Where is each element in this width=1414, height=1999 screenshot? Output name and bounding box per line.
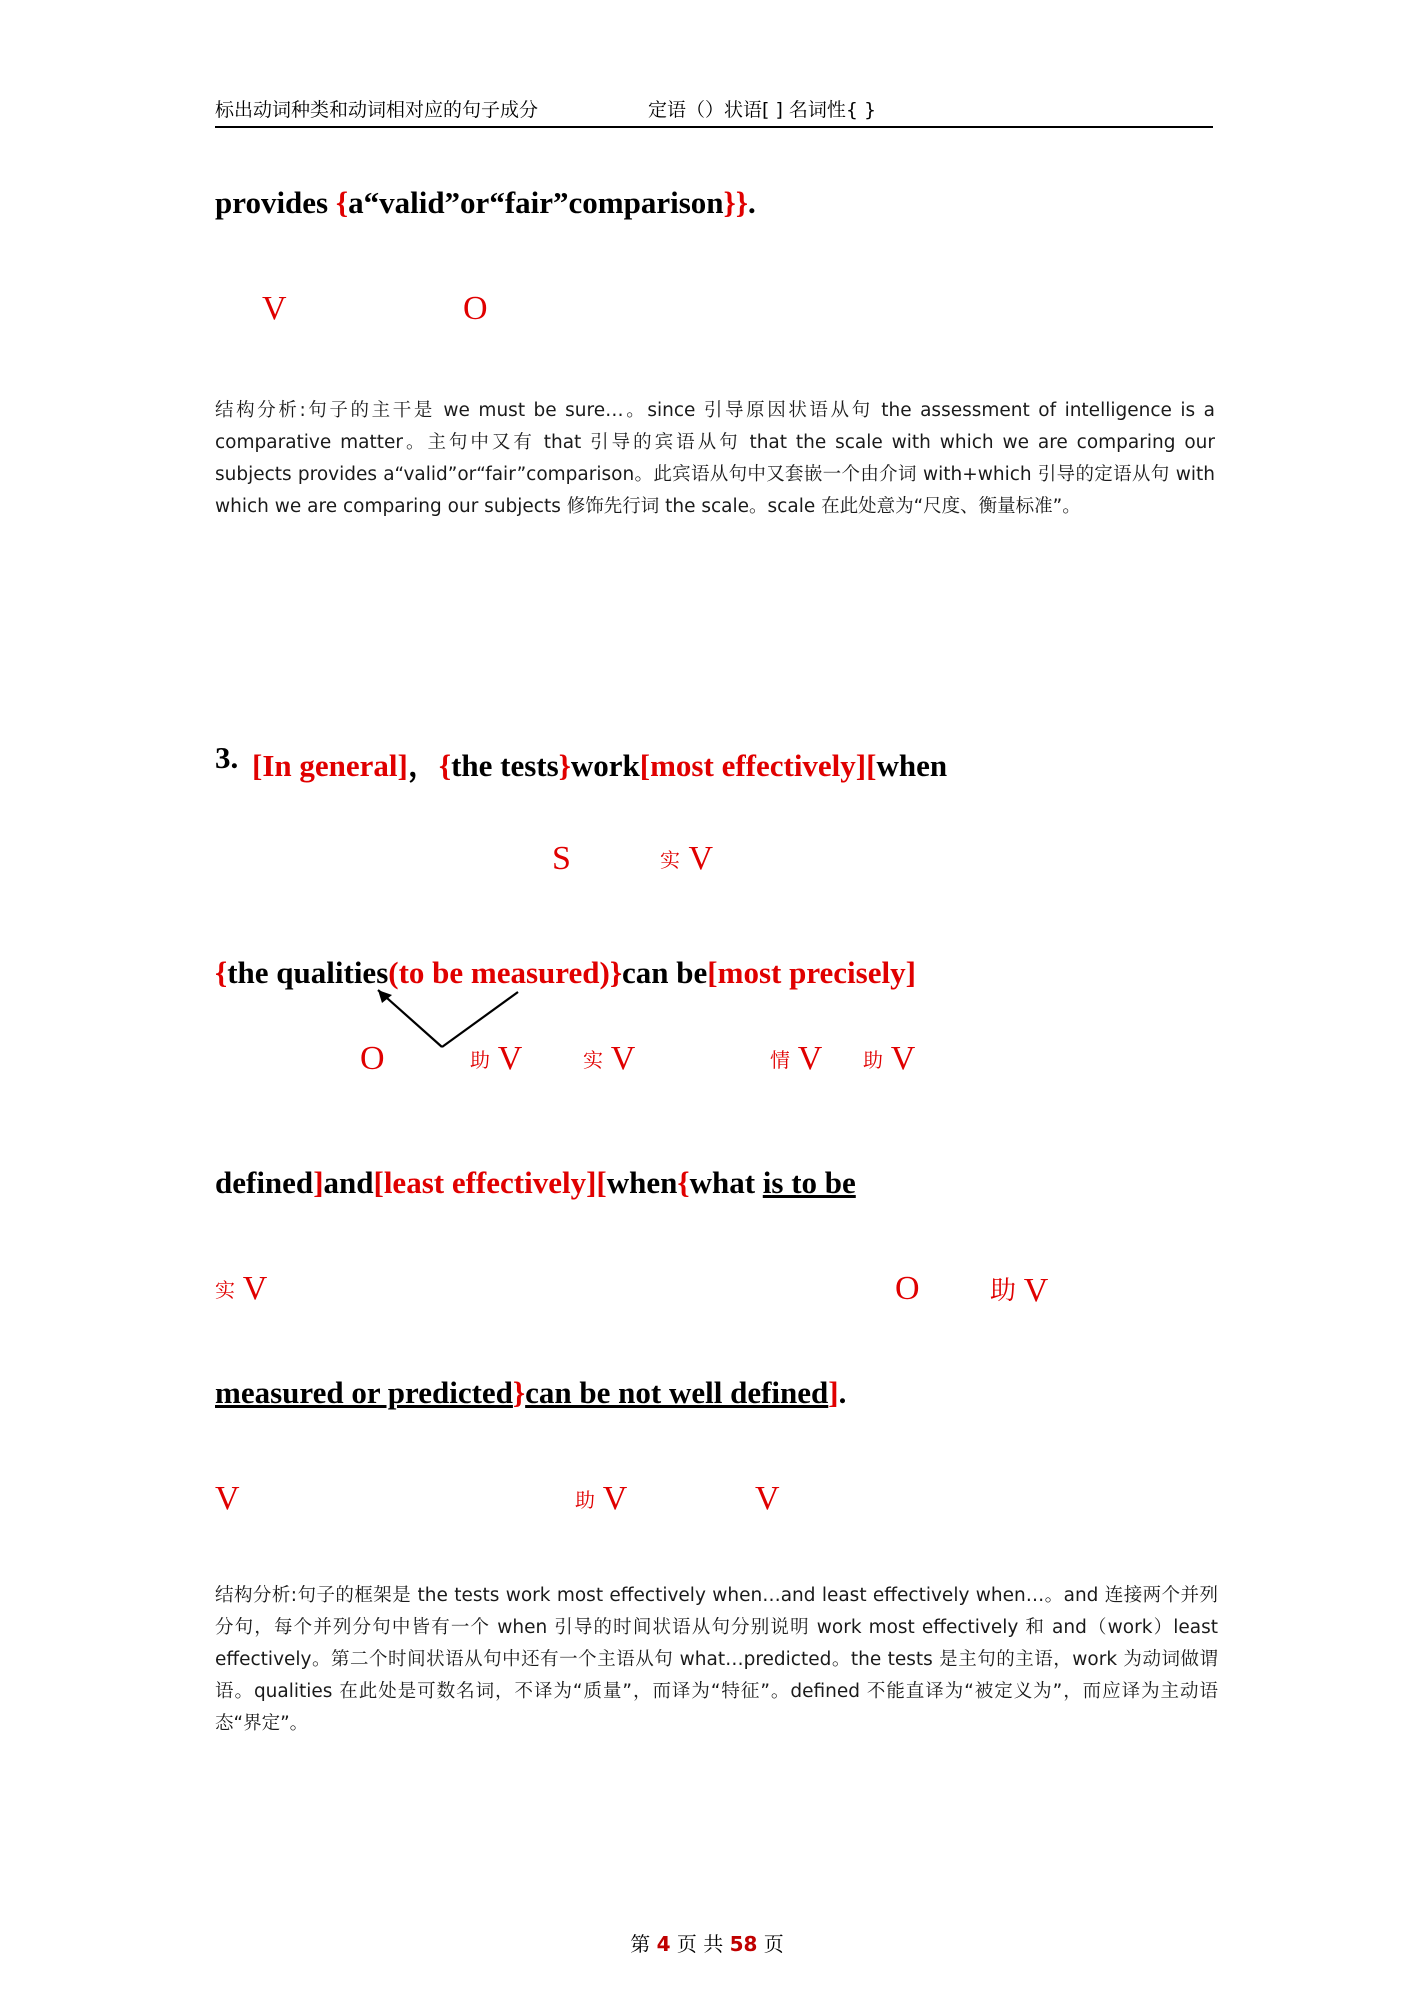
sentence-line-5 [215, 1375, 846, 1411]
sentence-seg: [least effectively] [373, 1165, 597, 1200]
sentence-seg-underlined: is to be [762, 1165, 856, 1200]
analysis-paragraph-1 [215, 395, 1215, 523]
sentence-seg-underlined: can be not well defined [525, 1375, 829, 1410]
sentence-seg: what [689, 1165, 763, 1200]
header-left-text: 标出动词种类和动词相对应的句子成分 [215, 99, 539, 121]
page-header [215, 95, 1215, 122]
mark-o-2: O [360, 1040, 385, 1077]
sentence-seg: [ [596, 1165, 607, 1200]
mark-label: V [797, 1040, 823, 1077]
sentence-seg: . [747, 185, 756, 220]
footer-page-number: 4 [656, 1932, 671, 1956]
sentence-line-4 [215, 1165, 856, 1201]
mark-prefix: 助 [990, 1276, 1017, 1306]
sentence-seg: ] [828, 1375, 839, 1410]
mark-s-1: S [552, 840, 571, 877]
sentence-seg: { [335, 185, 349, 220]
mark-label: V [890, 1040, 916, 1077]
mark-zhu-v-2 [863, 1040, 915, 1078]
footer-middle: 页 共 [676, 1932, 724, 1956]
mark-zhu-v-4 [575, 1480, 627, 1518]
sentence-seg-underlined: measured or predicted [215, 1375, 513, 1410]
analysis-text: 句子的主干是 we must be sure…。since 引导原因状语从句 the assessment of intelligence is a comparative matter。主句中又有 that 引导的宾语从句 that the scale with which we are comparing our subjects provides a“valid”or“fair”comparison。此宾语从句中又套嵌一个由介词 with+which 引导的定语从句 with which we are comparing our subjects 修饰先行词 the scale。scale 在此处意为“尺度、衡量标准”。 [215, 400, 1215, 517]
mark-prefix: 助 [470, 1048, 490, 1072]
mark-o-1: O [463, 290, 488, 327]
analysis-label: 结构分析: [215, 1585, 298, 1606]
sentence-seg: [In general] [252, 748, 408, 783]
sentence-line-2 [252, 740, 947, 785]
mark-prefix: 助 [575, 1488, 595, 1512]
footer-prefix: 第 [630, 1932, 651, 1956]
mark-shi-v-2 [583, 1040, 635, 1078]
mark-prefix: 实 [660, 848, 680, 872]
sentence-seg: (to be measured) [388, 955, 610, 990]
sentence-seg: ] [313, 1165, 324, 1200]
page-footer [0, 1928, 1414, 1957]
mark-shi-v-1 [660, 840, 713, 878]
footer-suffix: 页 [763, 1932, 784, 1956]
sentence-seg: defined [215, 1165, 314, 1200]
mark-o-3: O [895, 1270, 920, 1307]
sentence-seg: [most effectively] [639, 748, 867, 783]
sentence-seg: { [438, 748, 452, 783]
sentence-seg: [ [866, 748, 877, 783]
sentence-seg: ， [407, 748, 439, 783]
sentence-line-1 [215, 185, 756, 221]
sentence-seg: } [609, 955, 623, 990]
sentence-seg: the qualities [227, 955, 389, 990]
sentence-seg: { [215, 955, 228, 990]
mark-label: V [242, 1270, 268, 1307]
mark-label: V [497, 1040, 523, 1077]
mark-prefix: 实 [215, 1278, 235, 1302]
sentence-seg: a“valid”or“fair”comparison [348, 185, 724, 220]
sentence-seg: when [876, 748, 948, 783]
footer-total-pages: 58 [729, 1932, 758, 1956]
header-right-text: 定语（）状语[ ] 名词性{ } [648, 99, 877, 121]
sentence-seg: { [677, 1165, 690, 1200]
sentence-seg: the tests [451, 748, 559, 783]
item-number: 3. [215, 740, 239, 775]
mark-label: V [688, 840, 714, 877]
header-divider [215, 126, 1213, 128]
sentence-seg: can be [622, 955, 708, 990]
mark-qing-v-1 [770, 1040, 822, 1078]
mark-prefix: 实 [583, 1048, 603, 1072]
sentence-seg: when [606, 1165, 678, 1200]
mark-v-2: V [215, 1480, 240, 1517]
mark-zhu-v-1 [470, 1040, 522, 1078]
mark-zhu-v-3 [990, 1270, 1048, 1310]
sentence-seg: and [323, 1165, 374, 1200]
sentence-seg: } [558, 748, 571, 783]
sentence-seg: [most precisely] [707, 955, 916, 990]
mark-shi-v-3 [215, 1270, 267, 1308]
sentence-seg: provides [215, 185, 336, 220]
analysis-label: 结构分析: [215, 400, 306, 421]
mark-prefix: 助 [863, 1048, 883, 1072]
mark-v-3: V [755, 1480, 780, 1517]
analysis-paragraph-2 [215, 1580, 1218, 1740]
sentence-seg: }} [723, 185, 748, 220]
sentence-seg: work [570, 748, 640, 783]
analysis-text: 句子的框架是 the tests work most effectively when…and least effectively when…。and 连接两个并列分句，每个并列分句中皆有一个 when 引导的时间状语从句分别说明 work most effectively 和 and（work）least effectively。第二个时间状语从句中还有一个主语从句 what…predicted。the tests 是主句的主语，work 为动词做谓语。qualities 在此处是可数名词，不译为“质量”，而译为“特征”。defined 不能直译为“被定义为”，而应译为主动语态“界定”。 [215, 1585, 1219, 1734]
mark-label: V [602, 1480, 628, 1517]
sentence-seg: } [512, 1375, 526, 1410]
sentence-seg: . [838, 1375, 847, 1410]
mark-v-1: V [262, 290, 287, 327]
mark-prefix: 情 [770, 1048, 790, 1072]
mark-label: V [1023, 1272, 1049, 1309]
mark-label: V [610, 1040, 636, 1077]
